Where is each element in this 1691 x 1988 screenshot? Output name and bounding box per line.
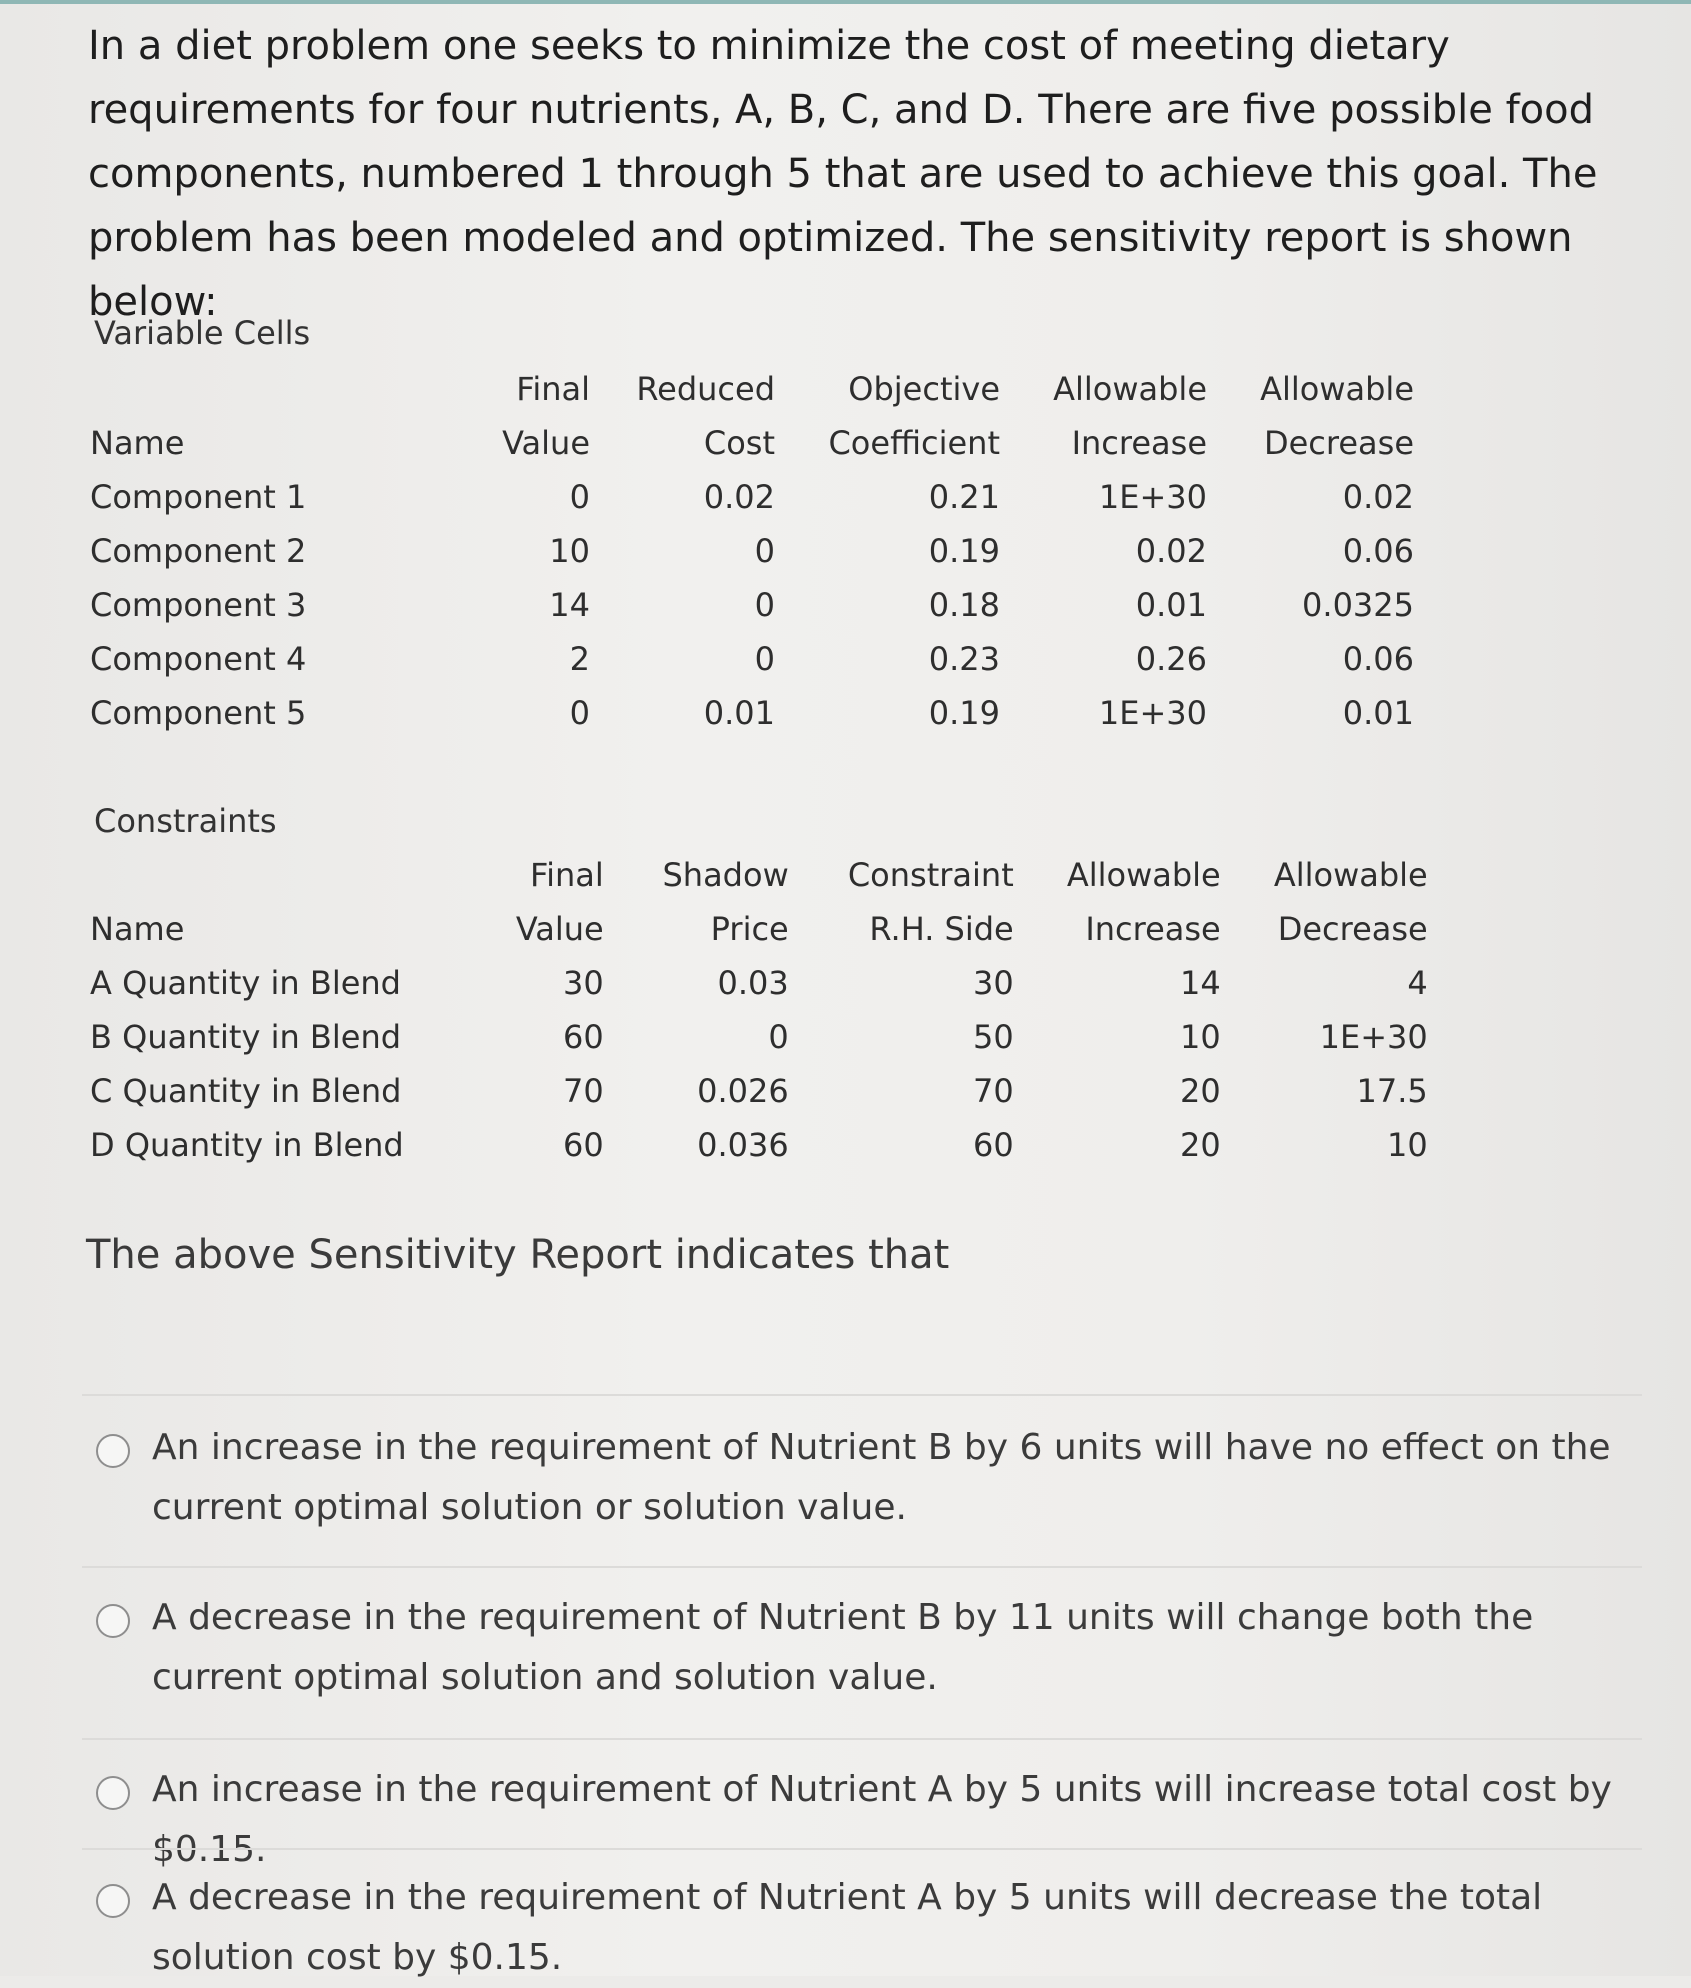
variable-cells-header-bottom bbox=[90, 416, 1414, 470]
problem-intro: In a diet problem one seeks to minimize the cost of meeting dietary requirements for four nutrients, A, B, C, and D. There are five possible food components, numbered 1 through 5 that are used to achieve this goal. The problem has been modeled and optimized. The sensitivity report is shown below: bbox=[88, 23, 1598, 325]
cell: 0 bbox=[569, 478, 590, 516]
cell: 4 bbox=[1407, 964, 1428, 1002]
variable-cells-header-top bbox=[90, 362, 1414, 416]
cell: 0.06 bbox=[1342, 532, 1414, 570]
header-cell bbox=[90, 848, 404, 902]
table-row bbox=[90, 1010, 1428, 1064]
cell: 0.26 bbox=[1135, 640, 1207, 678]
cell: 20 bbox=[1180, 1072, 1221, 1110]
header-cell: Reduced bbox=[636, 370, 775, 408]
cell: 10 bbox=[1180, 1018, 1221, 1056]
row-name: Component 5 bbox=[90, 694, 307, 732]
divider bbox=[82, 1848, 1642, 1850]
constraints-title: Constraints bbox=[94, 802, 277, 840]
cell: 14 bbox=[549, 586, 590, 624]
header-cell bbox=[90, 362, 390, 416]
cell: 0.18 bbox=[928, 586, 1000, 624]
answer-option-text[interactable]: A decrease in the requirement of Nutrient B by 11 units will change both the current optimal solution and solution value. bbox=[152, 1597, 1534, 1698]
variable-cells-table bbox=[90, 362, 1414, 740]
answer-option-3[interactable] bbox=[96, 1760, 1656, 1880]
cell: 10 bbox=[549, 532, 590, 570]
top-accent-strip bbox=[0, 0, 1691, 4]
header-cell: Allowable bbox=[1053, 370, 1207, 408]
cell: 0.23 bbox=[928, 640, 1000, 678]
cell: 1E+30 bbox=[1319, 1018, 1428, 1056]
row-name: Component 1 bbox=[90, 478, 307, 516]
cell: 0.0325 bbox=[1302, 586, 1414, 624]
divider bbox=[82, 1566, 1642, 1568]
table-row bbox=[90, 470, 1414, 524]
radio-button[interactable] bbox=[96, 1884, 130, 1918]
cell: 0.02 bbox=[1135, 532, 1207, 570]
header-cell: Decrease bbox=[1277, 910, 1428, 948]
cell: 0.03 bbox=[717, 964, 789, 1002]
answer-option-text[interactable]: An increase in the requirement of Nutrient A by 5 units will increase total cost by $0.15. bbox=[152, 1769, 1612, 1870]
header-cell: R.H. Side bbox=[869, 910, 1014, 948]
cell: 60 bbox=[973, 1126, 1014, 1164]
header-cell: Name bbox=[90, 910, 185, 948]
answer-option-text[interactable]: A decrease in the requirement of Nutrient A by 5 units will decrease the total solution cost by $0.15. bbox=[152, 1877, 1543, 1978]
header-cell: Cost bbox=[703, 424, 775, 462]
cell: 0.036 bbox=[697, 1126, 789, 1164]
header-cell: Allowable bbox=[1260, 370, 1414, 408]
cell: 70 bbox=[563, 1072, 604, 1110]
table-row bbox=[90, 524, 1414, 578]
cell: 30 bbox=[973, 964, 1014, 1002]
cell: 0.026 bbox=[697, 1072, 789, 1110]
cell: 0.02 bbox=[1342, 478, 1414, 516]
divider bbox=[82, 1738, 1642, 1740]
header-cell: Final bbox=[516, 370, 590, 408]
question-prompt: The above Sensitivity Report indicates that bbox=[86, 1232, 950, 1278]
answer-option-1[interactable] bbox=[96, 1418, 1656, 1538]
row-name: D Quantity in Blend bbox=[90, 1126, 404, 1164]
header-cell: Name bbox=[90, 424, 185, 462]
cell: 60 bbox=[563, 1126, 604, 1164]
header-cell: Value bbox=[515, 910, 604, 948]
answer-option-text[interactable]: An increase in the requirement of Nutrient B by 6 units will have no effect on the current optimal solution or solution value. bbox=[152, 1427, 1611, 1528]
cell: 20 bbox=[1180, 1126, 1221, 1164]
header-cell: Shadow bbox=[662, 856, 789, 894]
cell: 70 bbox=[973, 1072, 1014, 1110]
cell: 0.01 bbox=[1342, 694, 1414, 732]
cell: 1E+30 bbox=[1098, 478, 1207, 516]
header-cell: Increase bbox=[1085, 910, 1221, 948]
cell: 0.01 bbox=[703, 694, 775, 732]
radio-button[interactable] bbox=[96, 1776, 130, 1810]
row-name: A Quantity in Blend bbox=[90, 964, 401, 1002]
table-row bbox=[90, 1064, 1428, 1118]
constraints-header-top bbox=[90, 848, 1428, 902]
cell: 0 bbox=[754, 586, 775, 624]
cell: 1E+30 bbox=[1098, 694, 1207, 732]
cell: 0 bbox=[754, 640, 775, 678]
cell: 2 bbox=[569, 640, 590, 678]
cell: 0.19 bbox=[928, 532, 1000, 570]
header-cell: Coefficient bbox=[828, 424, 1000, 462]
radio-button[interactable] bbox=[96, 1604, 130, 1638]
cell: 60 bbox=[563, 1018, 604, 1056]
constraints-header-bottom bbox=[90, 902, 1428, 956]
divider bbox=[82, 1394, 1642, 1396]
answer-option-2[interactable] bbox=[96, 1588, 1656, 1708]
cell: 50 bbox=[973, 1018, 1014, 1056]
cell: 0 bbox=[768, 1018, 789, 1056]
header-cell: Constraint bbox=[847, 856, 1014, 894]
answer-option-4[interactable] bbox=[96, 1868, 1656, 1988]
cell: 0 bbox=[569, 694, 590, 732]
cell: 0.01 bbox=[1135, 586, 1207, 624]
row-name: B Quantity in Blend bbox=[90, 1018, 402, 1056]
variable-cells-title: Variable Cells bbox=[94, 314, 311, 352]
table-row bbox=[90, 632, 1414, 686]
cell: 0.21 bbox=[928, 478, 1000, 516]
cell: 0.06 bbox=[1342, 640, 1414, 678]
cell: 0.19 bbox=[928, 694, 1000, 732]
header-cell: Final bbox=[529, 856, 604, 894]
cell: 0.02 bbox=[703, 478, 775, 516]
header-cell: Increase bbox=[1071, 424, 1207, 462]
constraints-table bbox=[90, 848, 1428, 1172]
table-row bbox=[90, 578, 1414, 632]
header-cell: Allowable bbox=[1066, 856, 1221, 894]
row-name: Component 4 bbox=[90, 640, 307, 678]
radio-button[interactable] bbox=[96, 1434, 130, 1468]
cell: 17.5 bbox=[1356, 1072, 1428, 1110]
cell: 10 bbox=[1387, 1126, 1428, 1164]
header-cell: Decrease bbox=[1263, 424, 1414, 462]
table-row bbox=[90, 1118, 1428, 1172]
table-row bbox=[90, 956, 1428, 1010]
cell: 30 bbox=[563, 964, 604, 1002]
table-row bbox=[90, 686, 1414, 740]
row-name: C Quantity in Blend bbox=[90, 1072, 402, 1110]
header-cell: Objective bbox=[848, 370, 1000, 408]
row-name: Component 3 bbox=[90, 586, 307, 624]
header-cell: Allowable bbox=[1273, 856, 1428, 894]
row-name: Component 2 bbox=[90, 532, 307, 570]
cell: 0 bbox=[754, 532, 775, 570]
cell: 14 bbox=[1180, 964, 1221, 1002]
header-cell: Value bbox=[502, 424, 590, 462]
header-cell: Price bbox=[710, 910, 789, 948]
